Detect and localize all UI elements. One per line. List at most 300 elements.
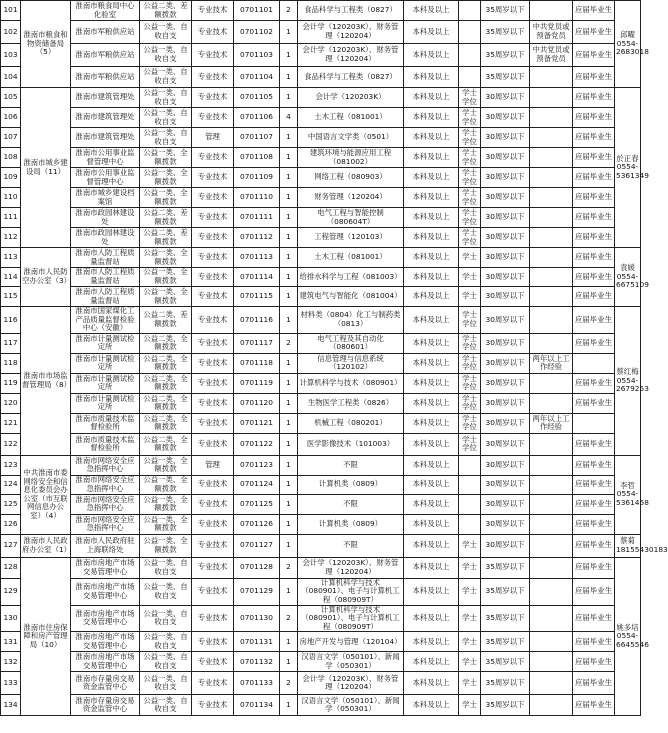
post-type-cell: 专业技术 [192, 557, 234, 578]
target-cell: 应届毕业生 [573, 433, 615, 455]
category-cell: 公益一类、自收自支 [140, 652, 192, 672]
contact-cell: 袁媛 0554-6675109 [615, 248, 641, 307]
education-cell: 本科及以上 [404, 455, 459, 475]
category-cell: 公益二类、全额拨款 [140, 413, 192, 433]
other-requirement-cell [530, 514, 573, 534]
post-code-cell: 0701104 [234, 67, 280, 88]
other-requirement-cell [530, 88, 573, 108]
category-cell: 公益一类、全额拨款 [140, 475, 192, 494]
age-cell: 35周岁以下 [481, 578, 530, 605]
degree-cell: 学士 [459, 695, 481, 716]
degree-cell [459, 475, 481, 494]
headcount-cell: 1 [280, 307, 298, 334]
category-cell: 公益一类、自收自支 [140, 128, 192, 148]
category-cell: 公益二类、全额拨款 [140, 333, 192, 353]
post-type-cell: 专业技术 [192, 148, 234, 168]
dept-cell: 淮南市质量技术监督检验所 [71, 433, 140, 455]
category-cell: 公益一类、自收自支 [140, 632, 192, 652]
row-number-cell: 111 [1, 208, 21, 228]
post-code-cell: 0701129 [234, 578, 280, 605]
other-requirement-cell [530, 455, 573, 475]
category-cell: 公益二类、全额拨款 [140, 373, 192, 393]
major-cell: 不限 [298, 494, 404, 514]
row-number-cell: 112 [1, 228, 21, 248]
contact-cell: 於正春 0554-5361349 [615, 88, 641, 248]
major-cell: 中国语言文学类（0501） [298, 128, 404, 148]
education-cell: 本科及以上 [404, 148, 459, 168]
dept-cell: 淮南市建筑管理处 [71, 108, 140, 128]
category-cell: 公益一类、全额拨款 [140, 168, 192, 188]
headcount-cell: 1 [280, 248, 298, 268]
org-cell: 中共淮南市委网络安全和信息化委员会办公室（市互联网信息办公室）（4） [21, 455, 71, 534]
degree-cell: 学士 [459, 287, 481, 307]
major-cell: 汉语言文学（050101）、新闻学（050301） [298, 695, 404, 716]
other-requirement-cell [530, 248, 573, 268]
major-cell: 电气工程与智能控制（080604T） [298, 208, 404, 228]
dept-cell: 淮南市建筑管理处 [71, 88, 140, 108]
post-code-cell: 0701103 [234, 44, 280, 67]
post-type-cell: 专业技术 [192, 578, 234, 605]
education-cell: 本科及以上 [404, 1, 459, 21]
post-type-cell: 专业技术 [192, 228, 234, 248]
age-cell: 30周岁以下 [481, 393, 530, 413]
headcount-cell: 4 [280, 108, 298, 128]
post-type-cell: 管理 [192, 455, 234, 475]
target-cell: 应届毕业生 [573, 672, 615, 695]
table-row [1, 307, 641, 334]
post-code-cell: 0701127 [234, 534, 280, 557]
major-cell: 财务管理（120204） [298, 188, 404, 208]
table-row [1, 413, 641, 433]
dept-cell: 淮南市房地产市场交易管理中心 [71, 652, 140, 672]
headcount-cell: 2 [280, 672, 298, 695]
category-cell: 公益二类、差额拨款 [140, 208, 192, 228]
dept-cell: 淮南市网络安全应急指挥中心 [71, 475, 140, 494]
row-number-cell: 124 [1, 475, 21, 494]
education-cell: 本科及以上 [404, 208, 459, 228]
age-cell: 35周岁以下 [481, 67, 530, 88]
education-cell: 本科及以上 [404, 632, 459, 652]
table-row [1, 557, 641, 578]
age-cell: 30周岁以下 [481, 208, 530, 228]
table-row [1, 534, 641, 557]
post-code-cell: 0701112 [234, 228, 280, 248]
post-code-cell: 0701124 [234, 475, 280, 494]
degree-cell [459, 455, 481, 475]
major-cell: 计算机科学与技术（080901）、电子与计算机工程（080909T） [298, 605, 404, 632]
degree-cell: 学士学位 [459, 373, 481, 393]
row-number-cell: 129 [1, 578, 21, 605]
row-number-cell: 106 [1, 108, 21, 128]
dept-cell: 淮南市人防工程质量监督站 [71, 268, 140, 287]
category-cell: 公益一类、全额拨款 [140, 455, 192, 475]
headcount-cell: 2 [280, 333, 298, 353]
target-cell: 应届毕业生 [573, 632, 615, 652]
post-type-cell: 专业技术 [192, 672, 234, 695]
post-type-cell: 专业技术 [192, 514, 234, 534]
post-type-cell: 专业技术 [192, 208, 234, 228]
post-type-cell: 专业技术 [192, 168, 234, 188]
post-type-cell: 专业技术 [192, 333, 234, 353]
headcount-cell: 1 [280, 21, 298, 44]
headcount-cell: 1 [280, 128, 298, 148]
age-cell: 30周岁以下 [481, 534, 530, 557]
education-cell: 本科及以上 [404, 475, 459, 494]
other-requirement-cell [530, 228, 573, 248]
degree-cell: 学士 [459, 632, 481, 652]
major-cell: 计算机类（0809） [298, 514, 404, 534]
row-number-cell: 114 [1, 268, 21, 287]
contact-cell: 姚多培 0554-6645546 [615, 557, 641, 716]
target-cell: 应届毕业生 [573, 108, 615, 128]
other-requirement-cell [530, 695, 573, 716]
table-row [1, 208, 641, 228]
dept-cell: 淮南市军粮供应站 [71, 21, 140, 44]
post-type-cell: 专业技术 [192, 433, 234, 455]
dept-cell: 淮南市公用事业监督管理中心 [71, 148, 140, 168]
major-cell: 信息管理与信息系统（120102） [298, 353, 404, 373]
headcount-cell: 1 [280, 455, 298, 475]
education-cell: 本科及以上 [404, 557, 459, 578]
degree-cell: 学士 [459, 534, 481, 557]
degree-cell [459, 494, 481, 514]
row-number-cell: 102 [1, 21, 21, 44]
education-cell: 本科及以上 [404, 108, 459, 128]
post-code-cell: 0701114 [234, 268, 280, 287]
education-cell: 本科及以上 [404, 578, 459, 605]
dept-cell: 淮南市房地产市场交易管理中心 [71, 632, 140, 652]
major-cell: 计算机类（0809） [298, 475, 404, 494]
other-requirement-cell [530, 287, 573, 307]
post-code-cell: 0701115 [234, 287, 280, 307]
category-cell: 公益一类、全额拨款 [140, 494, 192, 514]
major-cell: 不限 [298, 455, 404, 475]
row-number-cell: 103 [1, 44, 21, 67]
dept-cell: 淮南市网络安全应急指挥中心 [71, 494, 140, 514]
category-cell: 公益二类、全额拨款 [140, 353, 192, 373]
age-cell: 35周岁以下 [481, 695, 530, 716]
other-requirement-cell [530, 475, 573, 494]
age-cell: 30周岁以下 [481, 88, 530, 108]
degree-cell [459, 514, 481, 534]
major-cell: 会计学（120203K）、财务管理（120204） [298, 557, 404, 578]
dept-cell: 淮南市计量测试检定所 [71, 333, 140, 353]
post-type-cell: 专业技术 [192, 695, 234, 716]
category-cell: 公益一类、自收自支 [140, 108, 192, 128]
row-number-cell: 110 [1, 188, 21, 208]
post-code-cell: 0701118 [234, 353, 280, 373]
row-number-cell: 117 [1, 333, 21, 353]
education-cell: 本科及以上 [404, 605, 459, 632]
headcount-cell: 1 [280, 632, 298, 652]
other-requirement-cell [530, 108, 573, 128]
target-cell: 应届毕业生 [573, 21, 615, 44]
row-number-cell: 125 [1, 494, 21, 514]
row-number-cell: 105 [1, 88, 21, 108]
target-cell: 应届毕业生 [573, 128, 615, 148]
target-cell: 应届毕业生 [573, 455, 615, 475]
degree-cell: 学士 [459, 557, 481, 578]
education-cell: 本科及以上 [404, 128, 459, 148]
degree-cell [459, 67, 481, 88]
degree-cell: 学士学位 [459, 333, 481, 353]
education-cell: 本科及以上 [404, 514, 459, 534]
dept-cell: 淮南市公用事业监督管理中心 [71, 168, 140, 188]
table-row [1, 514, 641, 534]
dept-cell: 淮南市计量测试检定所 [71, 373, 140, 393]
headcount-cell: 1 [280, 578, 298, 605]
headcount-cell: 1 [280, 494, 298, 514]
post-code-cell: 0701108 [234, 148, 280, 168]
dept-cell: 淮南市人民政府驻上海联络处 [71, 534, 140, 557]
contact-cell: 邱曜 0554-2683018 [615, 1, 641, 88]
headcount-cell: 1 [280, 168, 298, 188]
row-number-cell: 126 [1, 514, 21, 534]
dept-cell: 淮南市人防工程质量监督站 [71, 287, 140, 307]
dept-cell: 淮南市房地产市场交易管理中心 [71, 605, 140, 632]
age-cell: 30周岁以下 [481, 168, 530, 188]
age-cell: 30周岁以下 [481, 268, 530, 287]
target-cell: 应届毕业生 [573, 393, 615, 413]
dept-cell: 淮南市城乡建设档案馆 [71, 188, 140, 208]
target-cell: 应届毕业生 [573, 248, 615, 268]
post-type-cell: 专业技术 [192, 494, 234, 514]
other-requirement-cell [530, 393, 573, 413]
post-code-cell: 0701126 [234, 514, 280, 534]
other-requirement-cell [530, 578, 573, 605]
headcount-cell: 1 [280, 268, 298, 287]
education-cell: 本科及以上 [404, 67, 459, 88]
target-cell: 应届毕业生 [573, 287, 615, 307]
table-row [1, 475, 641, 494]
age-cell: 30周岁以下 [481, 307, 530, 334]
education-cell: 本科及以上 [404, 433, 459, 455]
category-cell: 公益二类、差额拨款 [140, 1, 192, 21]
dept-cell: 淮南市计量测试检定所 [71, 353, 140, 373]
education-cell: 本科及以上 [404, 534, 459, 557]
category-cell: 公益一类、全额拨款 [140, 148, 192, 168]
post-code-cell: 0701116 [234, 307, 280, 334]
category-cell: 公益一类、自收自支 [140, 44, 192, 67]
category-cell: 公益一类、全额拨款 [140, 514, 192, 534]
row-number-cell: 131 [1, 632, 21, 652]
dept-cell: 淮南市计量测试检定所 [71, 393, 140, 413]
other-requirement-cell: 两年以上工作经验 [530, 413, 573, 433]
headcount-cell: 1 [280, 695, 298, 716]
major-cell: 食品科学与工程类（0827） [298, 1, 404, 21]
major-cell: 网络工程（080903） [298, 168, 404, 188]
degree-cell: 学士学位 [459, 208, 481, 228]
row-number-cell: 132 [1, 652, 21, 672]
table-row [1, 632, 641, 652]
post-code-cell: 0701133 [234, 672, 280, 695]
other-requirement-cell [530, 534, 573, 557]
target-cell: 应届毕业生 [573, 88, 615, 108]
education-cell: 本科及以上 [404, 652, 459, 672]
headcount-cell: 1 [280, 433, 298, 455]
post-type-cell: 专业技术 [192, 373, 234, 393]
age-cell: 30周岁以下 [481, 373, 530, 393]
degree-cell [459, 1, 481, 21]
age-cell: 30周岁以下 [481, 248, 530, 268]
category-cell: 公益一类、自收自支 [140, 695, 192, 716]
other-requirement-cell [530, 128, 573, 148]
major-cell: 土木工程（081001） [298, 108, 404, 128]
row-number-cell: 127 [1, 534, 21, 557]
dept-cell: 淮南市粮食局中心化验室 [71, 1, 140, 21]
table-row [1, 88, 641, 108]
row-number-cell: 128 [1, 557, 21, 578]
other-requirement-cell: 中共党员或预备党员 [530, 44, 573, 67]
degree-cell: 学士学位 [459, 433, 481, 455]
post-code-cell: 0701109 [234, 168, 280, 188]
headcount-cell: 1 [280, 148, 298, 168]
target-cell: 应届毕业生 [573, 605, 615, 632]
education-cell: 本科及以上 [404, 307, 459, 334]
degree-cell: 学士 [459, 268, 481, 287]
org-cell: 淮南市市场监督管理局（8） [21, 307, 71, 456]
headcount-cell: 1 [280, 393, 298, 413]
row-number-cell: 109 [1, 168, 21, 188]
post-type-cell: 专业技术 [192, 353, 234, 373]
row-number-cell: 113 [1, 248, 21, 268]
major-cell: 生物医学工程类（0826） [298, 393, 404, 413]
major-cell: 汉语言文学（050101）、新闻学（050301） [298, 652, 404, 672]
org-cell: 淮南市粮食和物资储备局（5） [21, 1, 71, 88]
education-cell: 本科及以上 [404, 168, 459, 188]
post-type-cell: 专业技术 [192, 287, 234, 307]
post-code-cell: 0701120 [234, 393, 280, 413]
category-cell: 公益一类、自收自支 [140, 578, 192, 605]
target-cell: 应届毕业生 [573, 67, 615, 88]
post-type-cell: 专业技术 [192, 108, 234, 128]
headcount-cell: 2 [280, 1, 298, 21]
other-requirement-cell [530, 652, 573, 672]
headcount-cell: 1 [280, 88, 298, 108]
education-cell: 本科及以上 [404, 44, 459, 67]
education-cell: 本科及以上 [404, 393, 459, 413]
org-cell: 淮南市住房保障和房产管理局（10） [21, 557, 71, 716]
major-cell: 会计学（120203K）、财务管理（120204） [298, 672, 404, 695]
target-cell [573, 413, 615, 433]
post-type-cell: 管理 [192, 128, 234, 148]
post-type-cell: 专业技术 [192, 475, 234, 494]
table-row [1, 1, 641, 21]
education-cell: 本科及以上 [404, 268, 459, 287]
headcount-cell: 1 [280, 652, 298, 672]
table-row [1, 652, 641, 672]
degree-cell: 学士学位 [459, 88, 481, 108]
degree-cell: 学士学位 [459, 413, 481, 433]
post-code-cell: 0701117 [234, 333, 280, 353]
table-row [1, 373, 641, 393]
contact-cell: 李哲 0554-5361458 [615, 455, 641, 534]
age-cell: 35周岁以下 [481, 672, 530, 695]
age-cell: 30周岁以下 [481, 353, 530, 373]
age-cell: 30周岁以下 [481, 494, 530, 514]
post-code-cell: 0701102 [234, 21, 280, 44]
category-cell: 公益一类、自收自支 [140, 21, 192, 44]
table-row [1, 393, 641, 413]
other-requirement-cell [530, 494, 573, 514]
major-cell: 会计学（120203K） [298, 88, 404, 108]
age-cell: 30周岁以下 [481, 455, 530, 475]
contact-cell: 蔡菊 18155430183 [615, 534, 641, 557]
age-cell: 35周岁以下 [481, 1, 530, 21]
target-cell: 应届毕业生 [573, 268, 615, 287]
other-requirement-cell [530, 268, 573, 287]
other-requirement-cell [530, 433, 573, 455]
headcount-cell: 1 [280, 44, 298, 67]
degree-cell [459, 44, 481, 67]
row-number-cell: 133 [1, 672, 21, 695]
age-cell: 35周岁以下 [481, 44, 530, 67]
target-cell: 应届毕业生 [573, 652, 615, 672]
org-cell: 淮南市城乡建设局（11） [21, 88, 71, 248]
age-cell: 30周岁以下 [481, 475, 530, 494]
age-cell: 35周岁以下 [481, 605, 530, 632]
major-cell: 机械工程（080201） [298, 413, 404, 433]
table-row [1, 248, 641, 268]
post-code-cell: 0701134 [234, 695, 280, 716]
post-type-cell: 专业技术 [192, 268, 234, 287]
table-row [1, 108, 641, 128]
age-cell: 30周岁以下 [481, 228, 530, 248]
post-code-cell: 0701130 [234, 605, 280, 632]
post-type-cell: 专业技术 [192, 44, 234, 67]
target-cell: 应届毕业生 [573, 494, 615, 514]
dept-cell: 淮南市存量房交易资金监管中心 [71, 672, 140, 695]
target-cell: 应届毕业生 [573, 475, 615, 494]
dept-cell: 淮南市房地产市场交易管理中心 [71, 578, 140, 605]
dept-cell: 淮南市建筑管理处 [71, 128, 140, 148]
category-cell: 公益一类、全额拨款 [140, 268, 192, 287]
headcount-cell: 1 [280, 287, 298, 307]
table-row [1, 333, 641, 353]
target-cell: 应届毕业生 [573, 208, 615, 228]
age-cell: 30周岁以下 [481, 333, 530, 353]
table-row [1, 168, 641, 188]
target-cell: 应届毕业生 [573, 557, 615, 578]
post-type-cell: 专业技术 [192, 21, 234, 44]
major-cell: 医学影像技术（101003） [298, 433, 404, 455]
row-number-cell: 120 [1, 393, 21, 413]
row-number-cell: 104 [1, 67, 21, 88]
education-cell: 本科及以上 [404, 228, 459, 248]
headcount-cell: 1 [280, 534, 298, 557]
age-cell: 30周岁以下 [481, 287, 530, 307]
post-code-cell: 0701121 [234, 413, 280, 433]
other-requirement-cell: 中共党员或预备党员 [530, 21, 573, 44]
contact-cell: 蔡红梅 0554-2679253 [615, 307, 641, 456]
major-cell: 计算机科学与技术（080901） [298, 373, 404, 393]
post-code-cell: 0701107 [234, 128, 280, 148]
degree-cell: 学士学位 [459, 148, 481, 168]
row-number-cell: 119 [1, 373, 21, 393]
post-type-cell: 专业技术 [192, 534, 234, 557]
headcount-cell: 2 [280, 605, 298, 632]
post-type-cell: 专业技术 [192, 307, 234, 334]
table-row [1, 433, 641, 455]
target-cell: 应届毕业生 [573, 578, 615, 605]
post-code-cell: 0701123 [234, 455, 280, 475]
headcount-cell: 1 [280, 514, 298, 534]
dept-cell: 淮南市国家煤化工产品质量监督检验中心（安徽） [71, 307, 140, 334]
degree-cell: 学士 [459, 248, 481, 268]
degree-cell: 学士学位 [459, 188, 481, 208]
other-requirement-cell [530, 188, 573, 208]
age-cell: 30周岁以下 [481, 128, 530, 148]
